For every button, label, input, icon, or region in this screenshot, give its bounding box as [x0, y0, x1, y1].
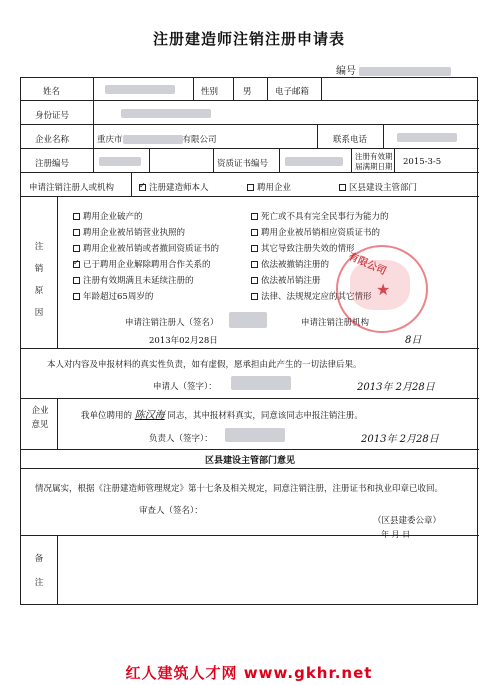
id-number-label: 身份证号: [35, 111, 70, 121]
footer-watermark: 红人建筑人才网 www.gkhr.net: [125, 664, 373, 682]
company-seal: [336, 245, 428, 333]
district-seal-label: （区县建委公章）: [373, 516, 442, 526]
redacted-serial: [359, 67, 451, 76]
col-divider: [57, 196, 58, 348]
col-divider: [57, 398, 58, 449]
applicant-option-self[interactable]: ✓ 注册建造师本人: [139, 181, 209, 193]
checkbox[interactable]: [251, 213, 258, 220]
reason-right-tail: 的其它情形: [329, 292, 372, 302]
redacted-cert-number: [285, 157, 343, 166]
redacted-phone: [397, 133, 457, 142]
row-divider: [21, 398, 479, 399]
checkbox-checked[interactable]: [73, 261, 80, 268]
gender-label: 性别: [201, 87, 219, 97]
expiry-date: 2015-3-5: [403, 157, 442, 167]
reg-number-label: 注册编号: [35, 159, 70, 169]
reason-left-5[interactable]: 注册有效期满且未延续注册的: [73, 274, 194, 286]
company-label: 企业名称: [35, 135, 70, 145]
col-divider: [213, 148, 214, 172]
row-divider: [21, 196, 479, 197]
col-divider: [193, 78, 194, 101]
company-suffix: 有限公司: [182, 135, 217, 145]
org-sign-date: 8日: [405, 335, 422, 346]
reasons-side-label: 注 销 原 因: [34, 242, 44, 318]
checkbox-checked[interactable]: [139, 184, 146, 191]
expiry-label-1: 注册有效期: [355, 152, 393, 161]
row-divider: [21, 172, 479, 173]
phone-label: 联系电话: [333, 135, 368, 145]
redacted-signature: [231, 376, 291, 390]
reason-right-5[interactable]: 依法被吊销注册: [251, 274, 321, 286]
checkbox[interactable]: [73, 277, 80, 284]
star-icon: ★: [376, 280, 391, 299]
col-divider: [93, 78, 94, 172]
applicant-sign-date: 2013年02月28日: [149, 336, 218, 346]
reason-right-6[interactable]: 法律、法规规定应的其它情形: [251, 290, 372, 302]
checkbox[interactable]: [251, 293, 258, 300]
expiry-label-2: 届满期日期: [355, 162, 393, 171]
serial-number-label: 编号: [336, 66, 356, 77]
row-divider: [21, 468, 479, 469]
application-form: [20, 77, 478, 605]
checkbox[interactable]: [73, 245, 80, 252]
reason-right-2[interactable]: 聘用企业被吊销相应资质证书的: [251, 226, 380, 238]
cert-number-label: 资质证书编号: [217, 159, 269, 169]
district-date-label: 年 月 日: [381, 530, 411, 539]
reason-right-4[interactable]: 依法被撤销注册的: [251, 258, 329, 270]
declaration-applicant-label: 申请人（签字）：: [153, 382, 217, 392]
declaration-date: 2013年 2月28日: [357, 382, 435, 393]
checkbox[interactable]: [73, 293, 80, 300]
company-name: [97, 133, 217, 145]
redacted-reg-number: [99, 157, 141, 166]
seal-text: 有限公司: [346, 251, 388, 278]
applicant-type-label: 申请注销注册人或机构: [29, 183, 115, 193]
row-divider: [21, 148, 479, 149]
col-divider: [149, 148, 150, 172]
col-divider: [321, 78, 322, 101]
reason-left-4[interactable]: ✓已于聘用企业解除聘用合作关系的: [73, 258, 211, 270]
company-opinion-side-label: 企业 意见: [31, 406, 49, 430]
col-divider: [131, 172, 132, 196]
checkbox[interactable]: [247, 184, 254, 191]
checkbox[interactable]: [73, 229, 80, 236]
email-label: 电子邮箱: [275, 87, 310, 97]
form-title: 注册建造师注销注册申请表: [152, 30, 345, 48]
checkbox[interactable]: [339, 184, 346, 191]
reason-right-3[interactable]: 其它导致注册失效的情形: [251, 242, 355, 254]
applicant-sign-label: 申请注销注册人（签名）: [125, 318, 219, 328]
org-sign-label: 申请注销注册机构: [301, 318, 370, 328]
redacted-id-number: [121, 109, 211, 118]
col-divider: [317, 124, 318, 148]
reason-left-6[interactable]: 年龄超过65周岁的: [73, 290, 153, 302]
col-divider: [267, 78, 268, 101]
col-divider: [233, 78, 234, 101]
row-divider: [21, 124, 479, 125]
company-prefix: 重庆市: [97, 135, 123, 145]
checkbox[interactable]: [251, 277, 258, 284]
checkbox[interactable]: [251, 261, 258, 268]
checkbox[interactable]: [251, 245, 258, 252]
checkbox[interactable]: [73, 213, 80, 220]
serial-number: [336, 62, 451, 77]
district-opinion-text: 情况属实，根据《注册建造师管理规定》第十七条及相关规定，同意注销注册，注册证书和执业印章已收回。: [35, 484, 444, 494]
col-divider: [394, 148, 395, 172]
col-divider: [351, 148, 352, 172]
reason-left-3[interactable]: 聘用企业被吊销或者撤回资质证书的: [73, 242, 219, 254]
redacted-signature: [229, 312, 267, 328]
reason-left-1[interactable]: 聘用企业破产的: [73, 210, 143, 222]
redacted-name: [105, 85, 175, 94]
redacted-signature: [225, 428, 285, 442]
row-divider: [21, 348, 479, 349]
col-divider: [57, 535, 58, 605]
reason-right-1[interactable]: 死亡或不具有完全民事行为能力的: [251, 210, 389, 222]
gender-value: 男: [243, 87, 252, 97]
checkbox[interactable]: [251, 229, 258, 236]
row-divider: [21, 449, 479, 450]
declaration-text: 本人对内容及申报材料的真实性负责，如有虚假，愿承担由此产生的一切法律后果。: [47, 360, 362, 370]
reviewer-label: 审查人（签名）：: [139, 506, 203, 516]
company-opinion-text: 我单位聘用的 陈汉海 同志，其申报材料真实，同意该同志申报注销注册。: [81, 410, 363, 421]
company-opinion-date: 2013年 2月28日: [361, 434, 439, 445]
district-heading: 区县建设主管部门意见: [204, 456, 295, 466]
row-divider: [21, 100, 479, 101]
remarks-side-label: 备 注: [34, 554, 44, 588]
col-divider: [279, 148, 280, 172]
applicant-option-employer[interactable]: 聘用企业: [247, 181, 291, 193]
name-label: 姓名: [43, 87, 61, 97]
responsible-person-label: 负责人（签字）：: [149, 434, 213, 444]
applicant-option-district[interactable]: 区县建设主管部门: [339, 181, 417, 193]
row-divider: [21, 535, 479, 536]
reason-left-2[interactable]: 聘用企业被吊销营业执照的: [73, 226, 185, 238]
col-divider: [383, 124, 384, 148]
employee-name: 陈汉海: [134, 410, 165, 421]
redacted-company: [123, 135, 183, 144]
